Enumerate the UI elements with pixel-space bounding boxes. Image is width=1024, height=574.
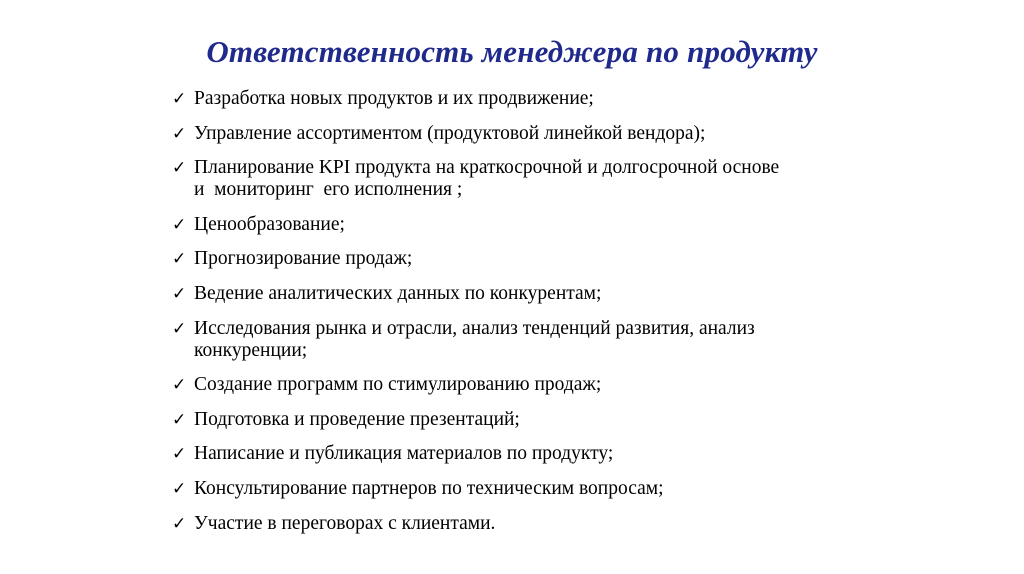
list-item-line: Подготовка и проведение презентаций;: [194, 408, 520, 430]
list-item: [172, 88, 862, 110]
check-icon: ✓: [172, 283, 187, 304]
check-icon: ✓: [172, 249, 187, 270]
list-item-line: Консультирование партнеров по техническим вопросам;: [194, 477, 664, 499]
check-icon: ✓: [172, 444, 187, 465]
list-item-line: Планирование KPI продукта на краткосрочной и долгосрочной основе: [194, 157, 780, 179]
check-icon: ✓: [172, 123, 187, 144]
list-item-line: Управление ассортиментом (продуктовой линейкой вендора);: [194, 122, 706, 144]
check-icon: ✓: [172, 478, 187, 499]
list-item-text: [194, 157, 862, 201]
list-item-text: [194, 513, 862, 535]
check-icon: ✓: [172, 375, 187, 396]
list-item-text: [194, 318, 862, 362]
list-item: [172, 443, 862, 465]
list-item-text: [194, 283, 862, 305]
list-item-line: Прогнозирование продаж;: [194, 248, 413, 270]
slide-title: Ответственность менеджера по продукту: [206, 34, 818, 69]
list-item-text: [194, 478, 862, 500]
check-icon: ✓: [172, 89, 187, 109]
list-item-text: [194, 248, 862, 270]
list-item: [172, 123, 862, 145]
list-item-text: [194, 409, 862, 431]
list-item-text: [194, 374, 862, 396]
list-item-line: конкуренции;: [194, 339, 308, 361]
check-icon: ✓: [172, 214, 187, 235]
list-item: [172, 409, 862, 431]
list-item-line: Создание программ по стимулированию продаж;: [194, 374, 602, 396]
check-icon: ✓: [172, 513, 187, 534]
check-icon: ✓: [172, 318, 187, 339]
list-item-text: [194, 88, 862, 110]
list-item-text: [194, 214, 862, 236]
list-item: [172, 157, 862, 201]
list-item: [172, 513, 862, 535]
list-item-line: Ценообразование;: [194, 213, 345, 235]
check-icon: ✓: [172, 409, 187, 430]
list-item: [172, 248, 862, 270]
list-item: [172, 478, 862, 500]
check-icon: ✓: [172, 158, 187, 179]
list-item: [172, 374, 862, 396]
list-item-text: [194, 443, 862, 465]
list-item: [172, 318, 862, 362]
list-item: [172, 283, 862, 305]
list-item: [172, 214, 862, 236]
list-item-line: Разработка новых продуктов и их продвижение;: [194, 88, 594, 109]
list-item-text: [194, 123, 862, 145]
responsibilities-list: [172, 88, 862, 547]
list-item-line: Написание и публикация материалов по продукту;: [194, 443, 614, 465]
list-item-line: Участие в переговорах с клиентами.: [194, 512, 496, 534]
list-item-line: и мониторинг его исполнения ;: [194, 179, 463, 201]
list-item-line: Исследования рынка и отрасли, анализ тенденций развития, анализ: [194, 317, 755, 339]
list-item-line: Ведение аналитических данных по конкурентам;: [194, 282, 602, 304]
